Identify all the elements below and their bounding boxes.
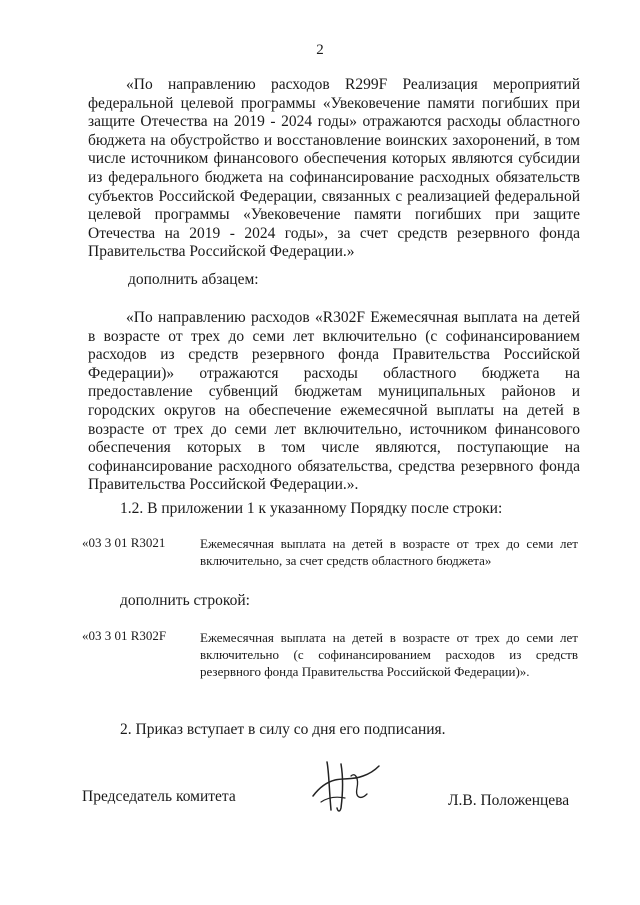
row-code: «03 3 01 R3021 [82, 535, 166, 550]
row-description: Ежемесячная выплата на детей в возрасте от трех до семи лет включительно, за счет средств областного бюджета» [200, 536, 578, 568]
supplement-row-label: дополнить строкой: [120, 592, 250, 609]
signer-title: Председатель комитета [82, 788, 236, 805]
handwritten-signature-icon [305, 758, 385, 819]
supplement-paragraph-label: дополнить абзацем: [128, 271, 259, 288]
paragraph-r302f: «По направлению расходов «R302F Ежемесячная выплата на детей в возрасте от трех до семи лет включительно (с софинансированием расходов из средств резервного фонда Правительства Российской Федерации)» отражаются расходы областного бюджета на предоставление субвенций бюджетам муниципальных районов и городских округов на обеспечение ежемесячной выплаты на детей в возрасте от трех до семи лет включительно, источником финансового обеспечения которых в том числе являются, поступающие на софинансирование расходного обязательства, средства резервного фонда Правительства Российской Федерации.». [88, 309, 580, 494]
page-number: 2 [316, 42, 324, 58]
item-1-2-text: 1.2. В приложении 1 к указанному Порядку после строки: [120, 500, 503, 517]
signer-name: Л.В. Положенцева [448, 792, 570, 809]
row-code: «03 3 01 R302F [82, 628, 167, 643]
paragraph-r299f: «По направлению расходов R299F Реализация мероприятий федеральной целевой программы «Увековечение памяти погибших при защите Отечества на 2019 - 2024 годы» отражаются расходы областного бюджета на обустройство и восстановление воинских захоронений, в том числе источником финансового обеспечения которых являются субсидии из федерального бюджета на софинансирование расходных обязательств субъектов Российской Федерации, связанных с реализацией федеральной целевой программы «Увековечение памяти погибших при защите Отечества на 2019 - 2024 годы», за счет средств резервного фонда Правительства Российской Федерации.» [88, 76, 580, 261]
row-description: Ежемесячная выплата на детей в возрасте от трех до семи лет включительно (с софинансированием расходов из средств резервного фонда Правительства Российской Федерации)». [200, 630, 578, 679]
item-2-text: 2. Приказ вступает в силу со дня его подписания. [120, 721, 446, 738]
